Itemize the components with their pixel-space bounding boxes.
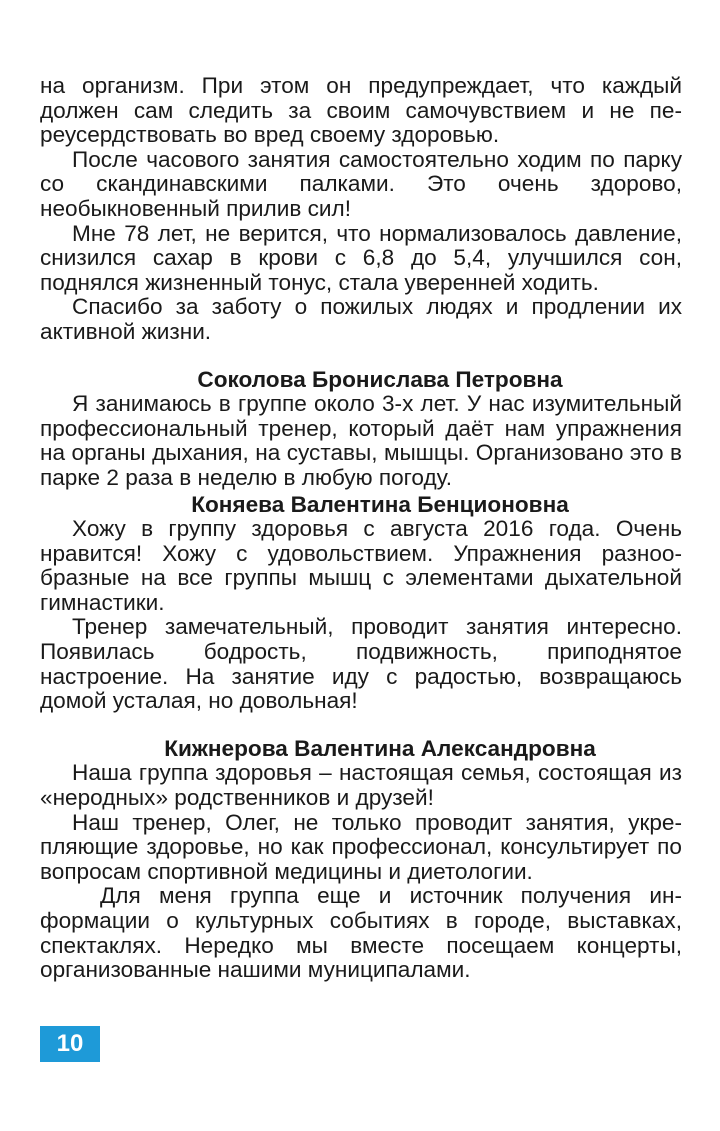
kizhnerova-paragraph-3: Для меня группа еще и источник получения информации о культурных событиях в городе, выставках, спектаклях. Нередко мы вместе посещаем концерты, организованные нашими муниципалами. [40, 883, 682, 983]
page-body [40, 74, 682, 983]
author-kizhnerova: Кижнерова Валентина Александровна [164, 735, 596, 761]
author-konyaeva: Коняева Валентина Бенционовна [191, 491, 569, 517]
intro-paragraph-2: После часового занятия самостоятельно ходим по парку со скандинавскими палками. Это очень здорово, необыкновенный прилив сил! [40, 146, 682, 221]
kizhnerova-paragraph-1: Наша группа здоровья – настоящая семья, состоящая из «неродных» родственников и друзей! [40, 760, 682, 811]
kizhnerova-paragraph-2: Наш тренер, Олег, не только проводит занятия, укрепляющие здоровье, но как профессионал, консультирует по вопросам спортивной медицины и диетологии. [40, 809, 682, 884]
page-number-badge: 10 [40, 1026, 100, 1062]
konyaeva-paragraph-2: Тренер замечательный, проводит занятия интересно. Появилась бодрость, подвижность, приподнятое настроение. На занятие иду с радостью, возвращаюсь домой усталая, но довольная! [40, 614, 682, 714]
author-sokolova: Соколова Бронислава Петровна [197, 366, 563, 392]
intro-paragraph-3: Мне 78 лет, не верится, что нормализовалось давление, снизился сахар в крови с 6,8 до 5,4, улучшился сон, поднялся жизненный тонус, стала уверенней ходить. [40, 220, 682, 295]
intro-paragraph-1: на организм. При этом он предупреждает, что каждый должен сам следить за своим самочувствием и не переусердствовать во вред своему здоровью. [40, 73, 682, 148]
sokolova-paragraph-1: Я занимаюсь в группе около 3-х лет. У нас изумительный профессиональный тренер, который даёт нам упражнения на органы дыхания, на суставы, мышцы. Организовано это в парке 2 раза в неделю в любую погоду. [40, 391, 682, 490]
konyaeva-paragraph-1: Хожу в группу здоровья с августа 2016 года. Очень нравится! Хожу с удовольствием. Упражнения разнообразные на все группы мышц с элементами дыхательной гимнастики. [40, 516, 682, 615]
intro-paragraph-4: Спасибо за заботу о пожилых людях и продлении их активной жизни. [40, 294, 682, 344]
